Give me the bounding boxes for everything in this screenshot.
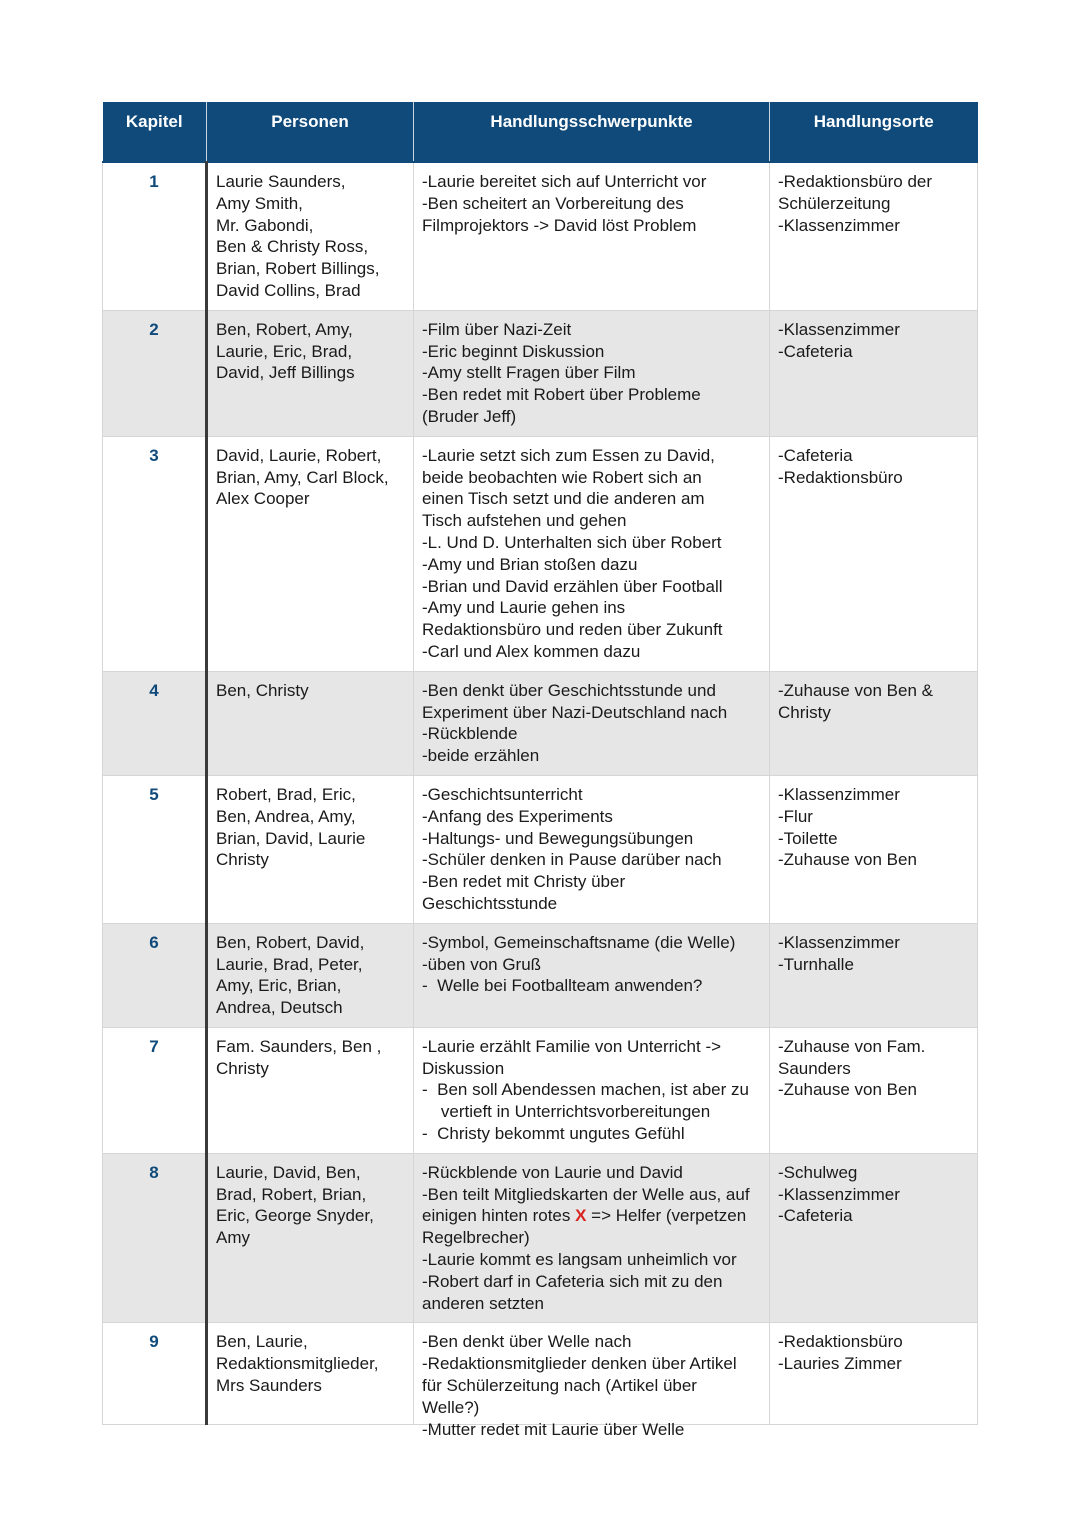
places-line: -Schulweg: [778, 1162, 858, 1182]
persons-line: Amy Smith,: [216, 193, 303, 213]
header-handlungsschwerpunkte: Handlungsschwerpunkte: [414, 102, 770, 162]
events-line: anderen setzten: [422, 1293, 544, 1313]
events-line: -Brian und David erzählen über Football: [422, 576, 723, 596]
chapter-number: 2: [103, 310, 207, 436]
places-cell: [770, 1323, 978, 1425]
places-cell: [770, 1027, 978, 1153]
events-line: -Film über Nazi-Zeit: [422, 319, 572, 339]
events-line: -Ben denkt über Geschichtsstunde und: [422, 680, 716, 700]
persons-line: Mrs Saunders: [216, 1376, 322, 1396]
events-line: einen Tisch setzt und die anderen am: [422, 489, 705, 509]
places-line: -Zuhause von Ben &: [778, 680, 933, 700]
places-line: -Redaktionsbüro der: [778, 172, 933, 191]
persons-line: Ben, Robert, David,: [216, 932, 365, 952]
persons-cell: [207, 310, 414, 436]
events-line: Tisch aufstehen und gehen: [422, 511, 627, 531]
table-row: [103, 775, 978, 923]
persons-line: Fam. Saunders, Ben ,: [216, 1036, 382, 1056]
events-cell: [414, 1027, 770, 1153]
places-line: -Klassenzimmer: [778, 1184, 900, 1204]
header-personen: Personen: [207, 102, 414, 162]
events-cell: [414, 1153, 770, 1323]
events-line: -Anfang des Experiments: [422, 806, 613, 826]
events-line: -Symbol, Gemeinschaftsname (die Welle): [422, 932, 736, 952]
places-line: Christy: [778, 702, 831, 722]
table-row: [103, 1323, 978, 1425]
events-line: -Amy und Laurie gehen ins: [422, 598, 626, 618]
persons-line: David, Jeff Billings: [216, 363, 355, 383]
events-line: -Ben scheitert an Vorbereitung des: [422, 193, 684, 213]
places-line: -Redaktionsbüro: [778, 467, 903, 487]
persons-line: Laurie, Brad, Peter,: [216, 954, 363, 974]
persons-line: David Collins, Brad: [216, 280, 361, 300]
places-line: Saunders: [778, 1058, 851, 1078]
places-line: -Cafeteria: [778, 341, 853, 361]
events-line: Regelbrecher): [422, 1228, 530, 1248]
persons-line: Redaktionsmitglieder,: [216, 1354, 379, 1374]
events-line: -Laurie kommt es langsam unheimlich vor: [422, 1250, 737, 1270]
places-line: -Zuhause von Fam.: [778, 1036, 926, 1056]
persons-line: Brian, David, Laurie: [216, 828, 366, 848]
places-line: -Lauries Zimmer: [778, 1354, 902, 1374]
persons-line: Alex Cooper: [216, 489, 310, 509]
events-line: -Eric beginnt Diskussion: [422, 341, 605, 361]
places-cell: [770, 1153, 978, 1323]
persons-cell: [207, 1153, 414, 1323]
table-row: [103, 671, 978, 775]
events-cell: [414, 923, 770, 1027]
events-line: -beide erzählen: [422, 746, 540, 766]
places-line: Schülerzeitung: [778, 193, 891, 213]
header-handlungsorte: Handlungsorte: [770, 102, 978, 162]
events-line: - Ben soll Abendessen machen, ist aber zu: [422, 1080, 749, 1100]
places-line: -Flur: [778, 806, 813, 826]
chapter-number: 7: [103, 1027, 207, 1153]
chapter-number: 8: [103, 1153, 207, 1323]
events-line: -Amy und Brian stoßen dazu: [422, 554, 638, 574]
events-line: -Ben denkt über Welle nach: [422, 1332, 632, 1352]
table-row: [103, 1027, 978, 1153]
events-line: -Ben redet mit Robert über Probleme: [422, 385, 701, 405]
persons-line: Eric, George Snyder,: [216, 1206, 374, 1226]
persons-line: Christy: [216, 1058, 269, 1078]
places-line: -Klassenzimmer: [778, 784, 900, 804]
places-line: -Redaktionsbüro: [778, 1332, 903, 1352]
places-cell: [770, 923, 978, 1027]
events-line: - Welle bei Footballteam anwenden?: [422, 976, 703, 996]
events-line: Geschichtsstunde: [422, 893, 558, 913]
places-line: -Cafeteria: [778, 445, 853, 465]
events-line: -Haltungs- und Bewegungsübungen: [422, 828, 694, 848]
events-line: -Laurie bereitet sich auf Unterricht vor: [422, 172, 707, 191]
events-line: -Robert darf in Cafeteria sich mit zu den: [422, 1271, 723, 1291]
persons-line: Andrea, Deutsch: [216, 998, 343, 1018]
persons-line: David, Laurie, Robert,: [216, 445, 382, 465]
events-line: Filmprojektors -> David löst Problem: [422, 215, 697, 235]
events-cell: [414, 671, 770, 775]
persons-line: Laurie Saunders,: [216, 172, 346, 191]
events-line: -Mutter redet mit Laurie über Welle: [422, 1419, 685, 1439]
events-line: Redaktionsbüro und reden über Zukunft: [422, 620, 723, 640]
places-line: -Klassenzimmer: [778, 319, 900, 339]
events-cell: [414, 162, 770, 310]
places-line: -Zuhause von Ben: [778, 1080, 917, 1100]
places-line: -Klassenzimmer: [778, 932, 900, 952]
events-line: -Rückblende von Laurie und David: [422, 1162, 683, 1182]
places-cell: [770, 775, 978, 923]
events-line: -Schüler denken in Pause darüber nach: [422, 850, 722, 870]
events-cell: [414, 775, 770, 923]
persons-line: Ben, Robert, Amy,: [216, 319, 353, 339]
table-header: [103, 102, 978, 162]
persons-line: Brian, Robert Billings,: [216, 259, 380, 279]
events-line: Experiment über Nazi-Deutschland nach: [422, 702, 728, 722]
persons-line: Amy: [216, 1228, 250, 1248]
persons-cell: [207, 1323, 414, 1425]
places-cell: [770, 671, 978, 775]
persons-line: Christy: [216, 850, 269, 870]
events-line: beide beobachten wie Robert sich an: [422, 467, 702, 487]
persons-line: Laurie, David, Ben,: [216, 1162, 361, 1182]
persons-line: Laurie, Eric, Brad,: [216, 341, 353, 361]
events-cell: [414, 436, 770, 671]
events-clip: [422, 1331, 761, 1439]
persons-line: Amy, Eric, Brian,: [216, 976, 342, 996]
persons-line: Ben & Christy Ross,: [216, 237, 369, 257]
places-line: -Klassenzimmer: [778, 215, 900, 235]
events-line: -Geschichtsunterricht: [422, 784, 583, 804]
persons-cell: [207, 162, 414, 310]
chapter-number: 6: [103, 923, 207, 1027]
places-line: -Toilette: [778, 828, 838, 848]
header-kapitel: Kapitel: [103, 102, 207, 162]
places-cell: [770, 162, 978, 310]
events-cell: [414, 310, 770, 436]
places-line: -Cafeteria: [778, 1206, 853, 1226]
table-row: [103, 310, 978, 436]
chapter-overview-table: [102, 102, 978, 1439]
events-line: vertieft in Unterrichtsvorbereitungen: [422, 1102, 711, 1122]
events-line: -L. Und D. Unterhalten sich über Robert: [422, 532, 722, 552]
persons-cell: [207, 671, 414, 775]
events-line: -Ben teilt Mitgliedskarten der Welle aus, auf: [422, 1184, 750, 1204]
events-line: -Redaktionsmitglieder denken über Artikel: [422, 1354, 737, 1374]
persons-cell: [207, 775, 414, 923]
persons-line: Brian, Amy, Carl Block,: [216, 467, 389, 487]
events-line: -üben von Gruß: [422, 954, 542, 974]
table-row: [103, 162, 978, 310]
persons-cell: [207, 923, 414, 1027]
events-line: Diskussion: [422, 1058, 505, 1078]
events-line: [422, 1205, 761, 1227]
persons-line: Ben, Andrea, Amy,: [216, 806, 356, 826]
persons-cell: [207, 436, 414, 671]
places-line: -Turnhalle: [778, 954, 854, 974]
places-cell: [770, 436, 978, 671]
chapter-number: 1: [103, 162, 207, 310]
chapter-number: 9: [103, 1323, 207, 1425]
places-line: -Zuhause von Ben: [778, 850, 917, 870]
events-line: - Christy bekommt ungutes Gefühl: [422, 1124, 685, 1144]
persons-line: Mr. Gabondi,: [216, 215, 314, 235]
events-cell: [414, 1323, 770, 1439]
red-x-mark: X: [575, 1206, 587, 1226]
persons-line: Brad, Robert, Brian,: [216, 1184, 367, 1204]
persons-cell: [207, 1027, 414, 1153]
events-line: (Bruder Jeff): [422, 406, 517, 426]
events-line: für Schülerzeitung nach (Artikel über: [422, 1376, 697, 1396]
events-line: Welle?): [422, 1397, 480, 1417]
events-line: -Rückblende: [422, 724, 518, 744]
events-fragment: einigen hinten rotes: [422, 1206, 576, 1226]
places-cell: [770, 310, 978, 436]
events-fragment: => Helfer (verpetzen: [586, 1206, 747, 1226]
events-line: -Ben redet mit Christy über: [422, 872, 626, 892]
persons-line: Ben, Laurie,: [216, 1332, 308, 1352]
chapter-number: 3: [103, 436, 207, 671]
persons-line: Robert, Brad, Eric,: [216, 784, 356, 804]
persons-line: Ben, Christy: [216, 680, 309, 700]
events-line: -Amy stellt Fragen über Film: [422, 363, 636, 383]
events-line: -Laurie setzt sich zum Essen zu David,: [422, 445, 715, 465]
table-row: [103, 436, 978, 671]
table-row: [103, 1153, 978, 1323]
events-line: -Carl und Alex kommen dazu: [422, 641, 641, 661]
chapter-number: 4: [103, 671, 207, 775]
table-row: [103, 923, 978, 1027]
events-line: -Laurie erzählt Familie von Unterricht ->: [422, 1036, 722, 1056]
chapter-number: 5: [103, 775, 207, 923]
